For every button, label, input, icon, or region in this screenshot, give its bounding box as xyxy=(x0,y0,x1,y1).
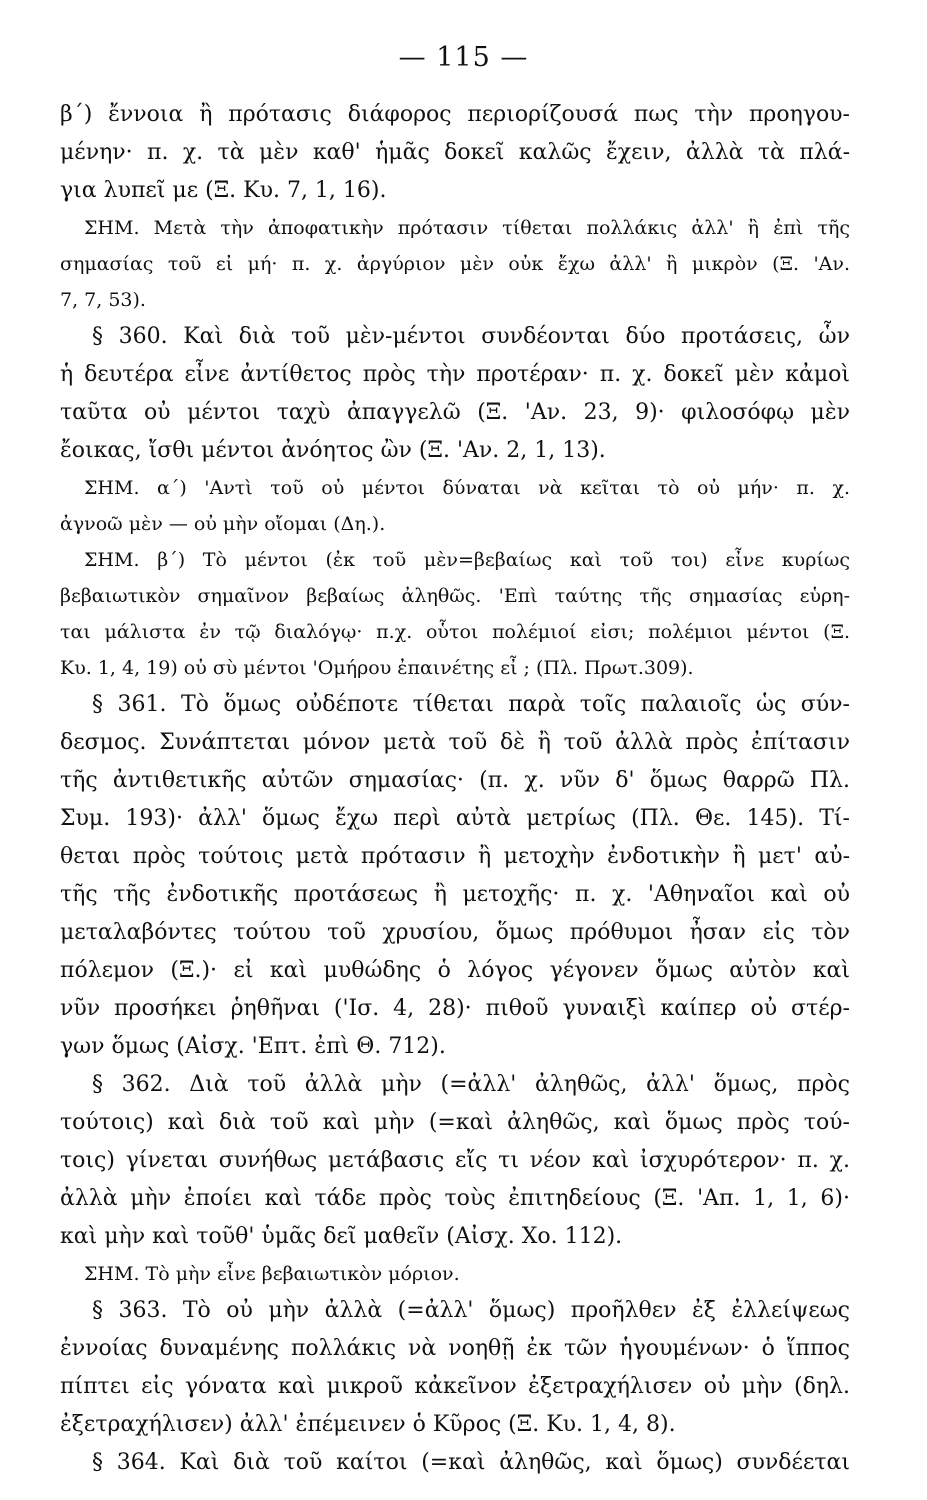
text-line: ἔοικας, ἴσθι μέντοι ἀνόητος ὢν (Ξ. 'Αν. 2, 1, 13). xyxy=(60,438,606,463)
text-line: τῆς ἀντιθετικῆς αὐτῶν σημασίας· (π. χ. νῦν δ' ὅμως θαρρῶ Πλ. xyxy=(60,768,850,793)
note-line: ΣΗΜ. α΄) 'Αντὶ τοῦ οὐ μέντοι δύναται νὰ κεῖται τὸ οὐ μήν· π. χ. xyxy=(84,477,850,499)
text-line: δεσμος. Συνάπτεται μόνον μετὰ τοῦ δὲ ἢ τοῦ ἀλλὰ πρὸς ἐπίτασιν xyxy=(60,730,850,755)
text-line: νῦν προσήκει ῥηθῆναι ('Ισ. 4, 28)· πιθοῦ γυναιξὶ καίπερ οὐ στέρ- xyxy=(60,996,850,1021)
note-line: ΣΗΜ. Τὸ μὴν εἶνε βεβαιωτικὸν μόριον. xyxy=(84,1263,460,1285)
text-line: καὶ μὴν καὶ τοῦθ' ὑμᾶς δεῖ μαθεῖν (Αἰσχ. Χο. 112). xyxy=(60,1224,623,1249)
section-362-heading-line: § 362. Διὰ τοῦ ἀλλὰ μὴν (=ἀλλ' ἀληθῶς, ἀλλ' ὅμως, πρὸς xyxy=(92,1072,850,1097)
text-line: ἐννοίας δυναμένης πολλάκις νὰ νοηθῇ ἐκ τῶν ἡγουμένων· ὁ ἵππος xyxy=(60,1336,850,1361)
text-line: γων ὅμως (Αἰσχ. 'Επτ. ἐπὶ Θ. 712). xyxy=(60,1034,446,1059)
text-line: τούτοις) καὶ διὰ τοῦ καὶ μὴν (=καὶ ἀληθῶς, καὶ ὅμως πρὸς τού- xyxy=(60,1110,850,1135)
text-line: μένην· π. χ. τὰ μὲν καθ' ἡμᾶς δοκεῖ καλῶς ἔχειν, ἀλλὰ τὰ πλά- xyxy=(60,140,850,165)
note-line: 7, 7, 53). xyxy=(60,289,146,311)
note-line: ΣΗΜ. Μετὰ τὴν ἀποφατικὴν πρότασιν τίθεται πολλάκις ἀλλ' ἢ ἐπὶ τῆς xyxy=(84,217,850,239)
text-line: πίπτει εἰς γόνατα καὶ μικροῦ κἀκεῖνον ἐξετραχήλισεν οὐ μὴν (δηλ. xyxy=(60,1374,850,1399)
text-line: πόλεμον (Ξ.)· εἰ καὶ μυθώδης ὁ λόγος γέγονεν ὅμως αὐτὸν καὶ xyxy=(60,958,850,983)
note-line: ΣΗΜ. β΄) Τὸ μέντοι (ἐκ τοῦ μὲν=βεβαίως καὶ τοῦ τοι) εἶνε κυρίως xyxy=(84,549,850,571)
section-364-heading-line: § 364. Καὶ διὰ τοῦ καίτοι (=καὶ ἀληθῶς, καὶ ὅμως) συνδέεται xyxy=(92,1450,850,1475)
text-line: για λυπεῖ με (Ξ. Κυ. 7, 1, 16). xyxy=(60,178,387,203)
text-line: τῆς τῆς ἐνδοτικῆς προτάσεως ἢ μετοχῆς· π. χ. 'Αθηναῖοι καὶ οὐ xyxy=(60,882,850,907)
section-360-heading-line: § 360. Καὶ διὰ τοῦ μὲν-μέντοι συνδέονται δύο προτάσεις, ὧν xyxy=(92,324,850,349)
text-line: ἀλλὰ μὴν ἐποίει καὶ τάδε πρὸς τοὺς ἐπιτηδείους (Ξ. 'Απ. 1, 1, 6)· xyxy=(60,1186,850,1211)
text-line: Συμ. 193)· ἀλλ' ὅμως ἔχω περὶ αὐτὰ μετρίως (Πλ. Θε. 145). Τί- xyxy=(60,806,850,831)
section-363-heading-line: § 363. Τὸ οὐ μὴν ἀλλὰ (=ἀλλ' ὅμως) προῆλθεν ἐξ ἐλλείψεως xyxy=(92,1298,850,1323)
note-line: σημασίας τοῦ εἰ μή· π. χ. ἀργύριον μὲν οὐκ ἔχω ἀλλ' ἢ μικρὸν (Ξ. 'Αν. xyxy=(60,253,850,275)
section-361-heading-line: § 361. Τὸ ὅμως οὐδέποτε τίθεται παρὰ τοῖς παλαιοῖς ὡς σύν- xyxy=(92,692,850,717)
page-number: — 115 — xyxy=(398,42,529,73)
note-line: Κυ. 1, 4, 19) οὐ σὺ μέντοι 'Ομήρου ἐπαινέτης εἶ ; (Πλ. Πρωτ.309). xyxy=(60,657,694,679)
note-line: ται μάλιστα ἐν τῷ διαλόγῳ· π.χ. οὗτοι πολέμιοί εἰσι; πολέμιοι μέντοι (Ξ. xyxy=(60,621,850,643)
text-line: τοις) γίνεται συνήθως μετάβασις εἴς τι νέον καὶ ἰσχυρότερον· π. χ. xyxy=(60,1148,850,1173)
text-line: ταῦτα οὐ μέντοι ταχὺ ἀπαγγελῶ (Ξ. 'Αν. 23, 9)· φιλοσόφῳ μὲν xyxy=(60,400,850,425)
page-body xyxy=(60,96,850,1482)
text-line: θεται πρὸς τούτοις μετὰ πρότασιν ἢ μετοχὴν ἐνδοτικὴν ἢ μετ' αὐ- xyxy=(60,844,850,869)
text-line: μεταλαβόντες τούτου τοῦ χρυσίου, ὅμως πρόθυμοι ἦσαν εἰς τὸν xyxy=(60,920,850,945)
note-line: ἀγνοῶ μὲν — οὐ μὴν οἴομαι (Δη.). xyxy=(60,513,386,535)
note-line: βεβαιωτικὸν σημαῖνον βεβαίως ἀληθῶς. 'Επὶ ταύτης τῆς σημασίας εὑρη- xyxy=(60,585,850,607)
text-line: β΄) ἔννοια ἢ πρότασις διάφορος περιορίζουσά πως τὴν προηγου- xyxy=(60,102,850,127)
text-line: ἡ δευτέρα εἶνε ἀντίθετος πρὸς τὴν προτέραν· π. χ. δοκεῖ μὲν κἀμοὶ xyxy=(60,362,850,387)
text-line: ἐξετραχήλισεν) ἀλλ' ἐπέμεινεν ὁ Κῦρος (Ξ. Κυ. 1, 4, 8). xyxy=(60,1412,676,1437)
